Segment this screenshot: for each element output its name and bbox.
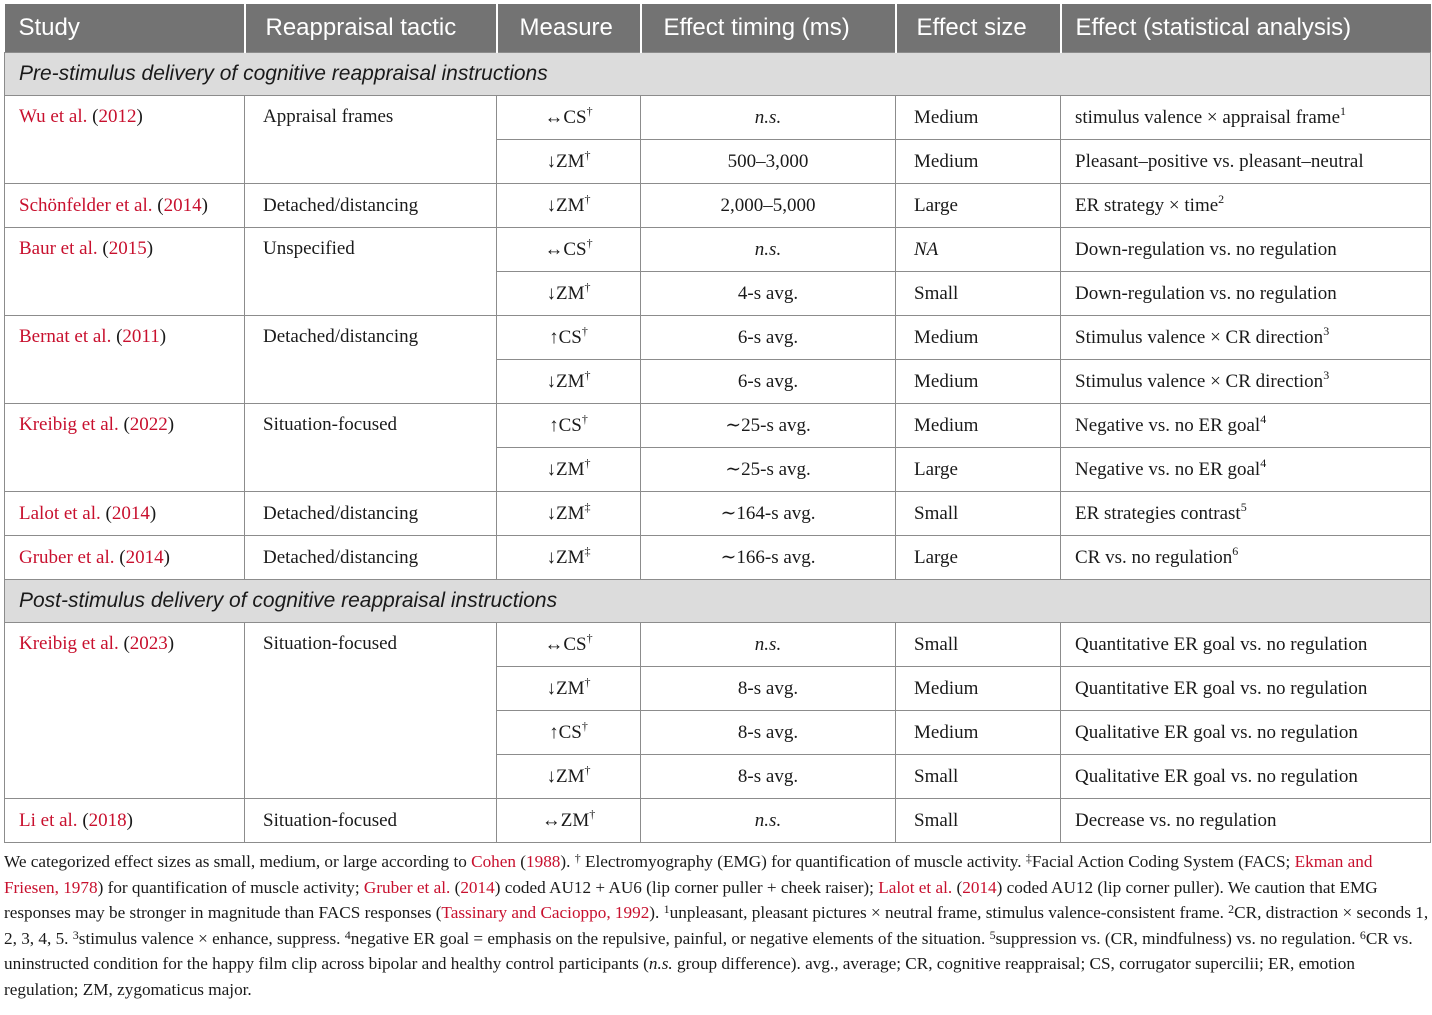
effect-cell: Quantitative ER goal vs. no regulation <box>1061 667 1431 711</box>
year-link[interactable]: 2015 <box>108 238 147 259</box>
study-cell: Lalot et al. (2014) <box>5 492 245 536</box>
measure-cell: ↔CS† <box>497 228 641 272</box>
header-study: Study <box>5 4 245 53</box>
tactic-cell: Detached/distancing <box>245 316 497 404</box>
section-title: Post-stimulus delivery of cognitive reappraisal instructions <box>5 580 1431 623</box>
size-cell: Small <box>896 623 1061 667</box>
measure-cell: ↓ZM† <box>497 448 641 492</box>
measure-cell: ↓ZM† <box>497 272 641 316</box>
tactic-cell: Detached/distancing <box>245 536 497 580</box>
timing-cell: n.s. <box>641 96 896 140</box>
effect-cell: ER strategy × time$^2$ <box>1061 184 1431 228</box>
citation-link[interactable]: 2014 <box>962 877 997 897</box>
citation-link[interactable]: Lalot et al. <box>878 877 953 897</box>
study-link[interactable]: Kreibig et al. <box>19 414 119 435</box>
study-cell: Kreibig et al. (2023) <box>5 623 245 799</box>
citation-link[interactable]: Ekman and Friesen, 1978 <box>4 852 1373 897</box>
size-cell: Large <box>896 536 1061 580</box>
year-link[interactable]: 2012 <box>98 106 137 127</box>
measure-cell: ↓ZM† <box>497 360 641 404</box>
reappraisal-table <box>4 4 1431 843</box>
tactic-cell: Detached/distancing <box>245 184 497 228</box>
table-row <box>5 536 1431 580</box>
study-link[interactable]: Li et al. <box>19 809 78 831</box>
size-cell: Medium <box>896 404 1061 448</box>
year-link[interactable]: 2023 <box>129 633 168 654</box>
study-link[interactable]: Kreibig et al. <box>19 633 119 654</box>
citation-link[interactable]: Tassinary and Cacioppo, 1992 <box>441 903 650 923</box>
measure-cell: ↓ZM† <box>497 140 641 184</box>
study-cell: Kreibig et al. (2022) <box>5 404 245 492</box>
effect-cell: Negative vs. no ER goal$^4$ <box>1061 448 1431 492</box>
measure-cell: ↔ZM† <box>497 799 641 843</box>
timing-cell: ∼166-s avg. <box>641 536 896 580</box>
measure-cell: ↔CS† <box>497 96 641 140</box>
size-cell: Medium <box>896 360 1061 404</box>
size-cell: Medium <box>896 667 1061 711</box>
study-cell: Baur et al. (2015) <box>5 228 245 316</box>
table-figure <box>4 4 1430 1003</box>
effect-cell: Down-regulation vs. no regulation <box>1061 272 1431 316</box>
study-link[interactable]: Schönfelder et al. <box>19 194 153 216</box>
year-link[interactable]: 2014 <box>125 546 164 568</box>
effect-cell: Negative vs. no ER goal$^4$ <box>1061 404 1431 448</box>
size-cell: Large <box>896 448 1061 492</box>
measure-cell: ↓ZM† <box>497 755 641 799</box>
header-measure: Measure <box>497 4 641 53</box>
citation-link[interactable]: Cohen <box>471 852 516 871</box>
measure-cell: ↑CS† <box>497 404 641 448</box>
section-row <box>5 53 1431 96</box>
effect-cell: Pleasant–positive vs. pleasant–neutral <box>1061 140 1431 184</box>
timing-cell: 8-s avg. <box>641 711 896 755</box>
header-timing: Effect timing (ms) <box>641 4 896 53</box>
table-row <box>5 404 1431 448</box>
year-link[interactable]: 2014 <box>111 502 150 524</box>
size-cell: Small <box>896 272 1061 316</box>
header-row <box>5 4 1431 53</box>
table-row <box>5 799 1431 843</box>
study-link[interactable]: Baur et al. <box>19 238 98 259</box>
effect-cell: Stimulus valence × CR direction$^3$ <box>1061 316 1431 360</box>
tactic-cell: Situation-focused <box>245 404 497 492</box>
measure-cell: ↓ZM† <box>497 184 641 228</box>
header-tactic: Reappraisal tactic <box>245 4 497 53</box>
table-row <box>5 623 1431 667</box>
header-effect: Effect (statistical analysis) <box>1061 4 1431 53</box>
measure-cell: ↔CS† <box>497 623 641 667</box>
size-cell: Medium <box>896 140 1061 184</box>
table-row <box>5 184 1431 228</box>
measure-cell: ↓ZM† <box>497 667 641 711</box>
effect-cell: Stimulus valence × CR direction$^3$ <box>1061 360 1431 404</box>
timing-cell: n.s. <box>641 623 896 667</box>
table-row <box>5 96 1431 140</box>
size-cell: Medium <box>896 316 1061 360</box>
size-cell: Small <box>896 492 1061 536</box>
tactic-cell: Unspecified <box>245 228 497 316</box>
size-cell: Large <box>896 184 1061 228</box>
timing-cell: 500–3,000 <box>641 140 896 184</box>
timing-cell: 8-s avg. <box>641 667 896 711</box>
study-cell: Wu et al. (2012) <box>5 96 245 184</box>
table-row <box>5 228 1431 272</box>
tactic-cell: Detached/distancing <box>245 492 497 536</box>
year-link[interactable]: 2022 <box>129 414 168 435</box>
timing-cell: 8-s avg. <box>641 755 896 799</box>
effect-cell: Qualitative ER goal vs. no regulation <box>1061 755 1431 799</box>
measure-cell: ↑CS† <box>497 711 641 755</box>
study-link[interactable]: Lalot et al. <box>19 502 101 524</box>
effect-cell: Decrease vs. no regulation <box>1061 799 1431 843</box>
effect-cell: stimulus valence × appraisal frame$^1$ <box>1061 96 1431 140</box>
effect-cell: Quantitative ER goal vs. no regulation <box>1061 623 1431 667</box>
study-link[interactable]: Gruber et al. <box>19 546 115 568</box>
citation-link[interactable]: 2014 <box>460 877 495 897</box>
timing-cell: ∼25-s avg. <box>641 448 896 492</box>
effect-cell: Qualitative ER goal vs. no regulation <box>1061 711 1431 755</box>
measure-cell: ↑CS† <box>497 316 641 360</box>
tactic-cell: Situation-focused <box>245 799 497 843</box>
footnote-text: We categorized effect sizes as small, medium, or large according to Cohen (1988). † Electromyography (EMG) for quantification of muscle activity. ‡Facial Action Coding System (FACS; Ekman and Friesen, 1978) for quantification of muscle activity; Gruber et al. (2014) coded AU12 + AU6 (lip corner puller + cheek raiser); Lalot et al. (2014) coded AU12 (lip corner puller). We caution that EMG responses may be stronger in magnitude than FACS responses (Tassinary and Cacioppo, 1992). $^1$unpleasant, pleasant pictures × neutral frame, stimulus valence-consistent frame. $^2$CR, distraction × seconds 1, 2, 3, 4, 5. $^3$stimulus valence × enhance, suppress. $^4$negative ER goal = emphasis on the repulsive, painful, or negative elements of the situation. $^5$suppression vs. (CR, mindfulness) vs. no regulation. $^6$CR vs. uninstructed condition for the happy film clip across bipolar and healthy control participants (n.s. group difference). avg., average; CR, cognitive reappraisal; CS, corrugator supercilii; ER, emotion regulation; ZM, zygomaticus major. <box>4 851 1429 999</box>
effect-cell: CR vs. no regulation$^6$ <box>1061 536 1431 580</box>
header-size: Effect size <box>896 4 1061 53</box>
study-cell: Li et al. (2018) <box>5 799 245 843</box>
year-link[interactable]: 2014 <box>163 194 202 216</box>
study-cell: Gruber et al. (2014) <box>5 536 245 580</box>
timing-cell: n.s. <box>641 228 896 272</box>
citation-link[interactable]: 1988 <box>526 852 561 871</box>
measure-cell: ↓ZM‡ <box>497 536 641 580</box>
measure-cell: ↓ZM‡ <box>497 492 641 536</box>
tactic-cell: Appraisal frames <box>245 96 497 184</box>
timing-cell: 6-s avg. <box>641 360 896 404</box>
table-row <box>5 492 1431 536</box>
year-link[interactable]: 2018 <box>88 809 127 831</box>
section-row <box>5 580 1431 623</box>
table-row <box>5 316 1431 360</box>
size-cell: Medium <box>896 711 1061 755</box>
timing-cell: 4-s avg. <box>641 272 896 316</box>
timing-cell: ∼164-s avg. <box>641 492 896 536</box>
table-footnotes <box>4 849 1430 1003</box>
timing-cell: 2,000–5,000 <box>641 184 896 228</box>
size-cell: Medium <box>896 96 1061 140</box>
study-cell: Bernat et al. (2011) <box>5 316 245 404</box>
section-title: Pre-stimulus delivery of cognitive reappraisal instructions <box>5 53 1431 96</box>
tactic-cell: Situation-focused <box>245 623 497 799</box>
size-cell: NA <box>896 228 1061 272</box>
timing-cell: ∼25-s avg. <box>641 404 896 448</box>
study-link[interactable]: Bernat et al. <box>19 326 112 347</box>
size-cell: Small <box>896 799 1061 843</box>
study-link[interactable]: Wu et al. <box>19 106 88 127</box>
effect-cell: Down-regulation vs. no regulation <box>1061 228 1431 272</box>
timing-cell: n.s. <box>641 799 896 843</box>
citation-link[interactable]: Gruber et al. <box>363 877 451 897</box>
effect-cell: ER strategies contrast$^5$ <box>1061 492 1431 536</box>
size-cell: Small <box>896 755 1061 799</box>
timing-cell: 6-s avg. <box>641 316 896 360</box>
study-cell: Schönfelder et al. (2014) <box>5 184 245 228</box>
year-link[interactable]: 2011 <box>122 326 160 347</box>
